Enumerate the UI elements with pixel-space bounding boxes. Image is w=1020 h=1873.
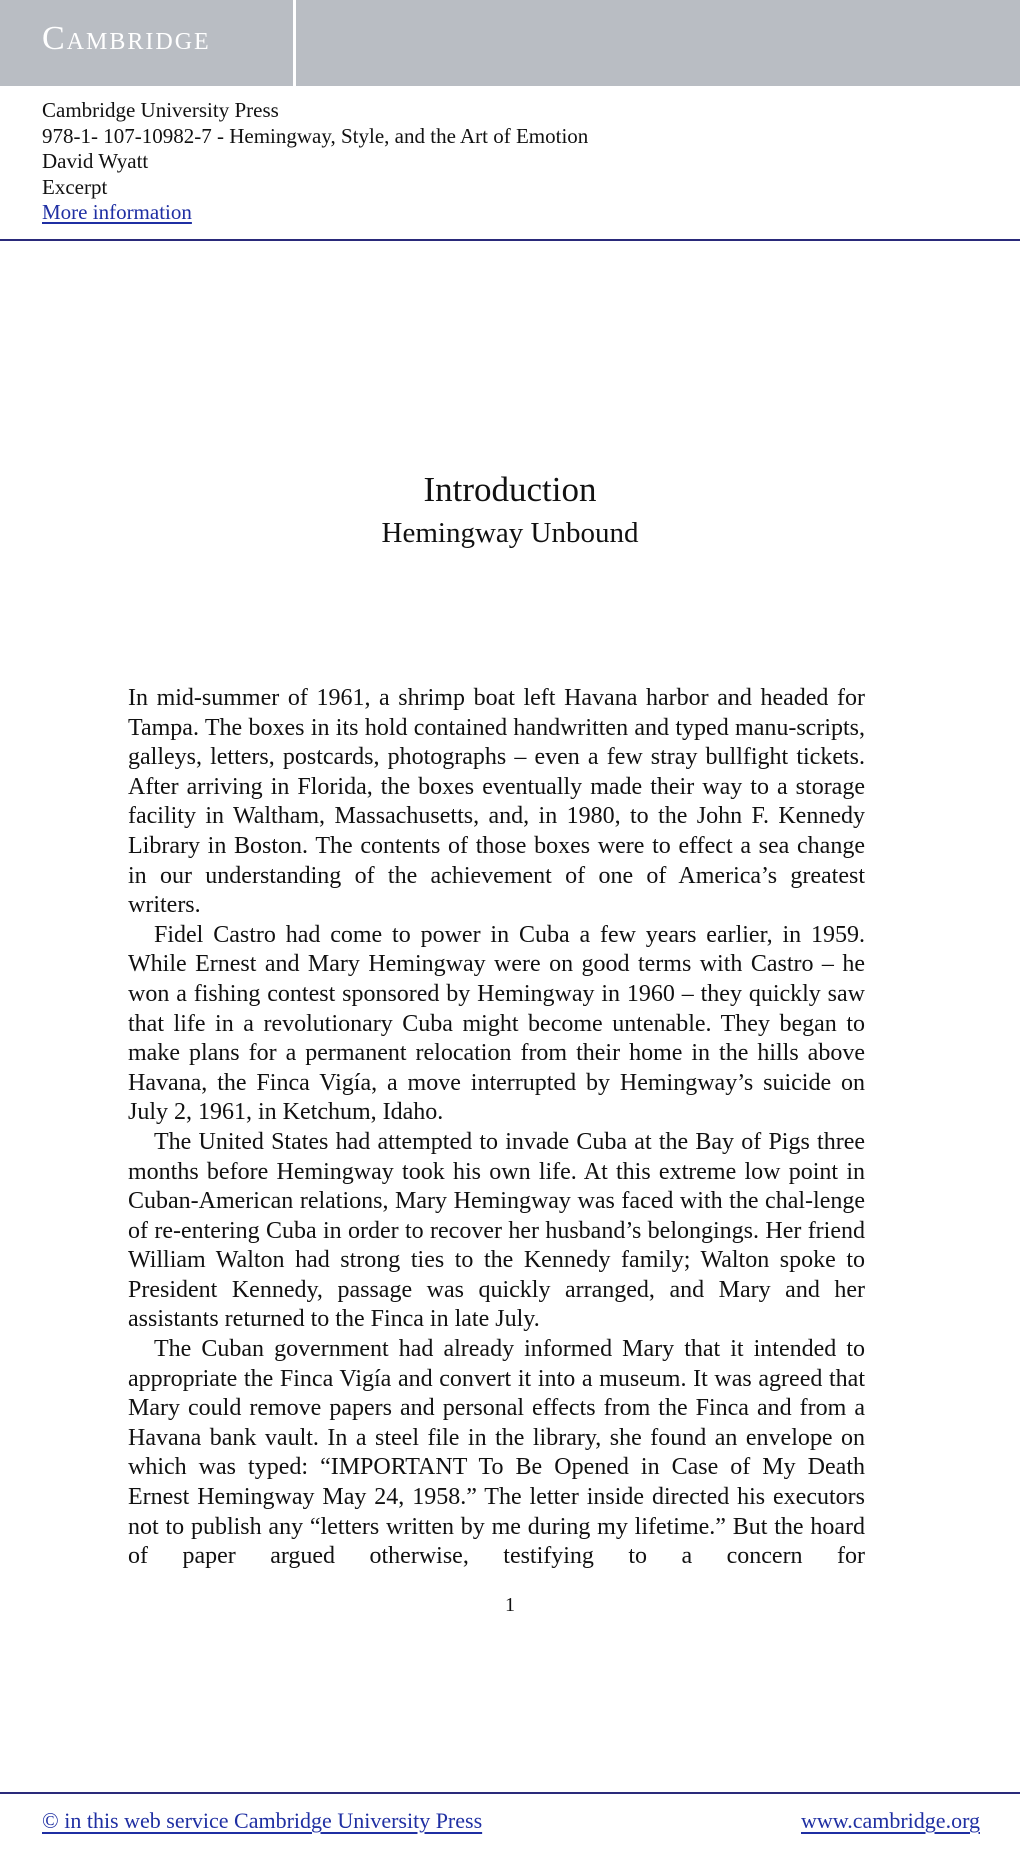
header-divider	[0, 239, 1020, 241]
cambridge-website-link[interactable]: www.cambridge.org	[800, 1808, 980, 1833]
paragraph-3: The United States had attempted to invade Cuba at the Bay of Pigs three months before Hemingway took his own life. At this extreme low point in Cuban-American relations, Mary Hemingway was faced with the chal-lenge of re-entering Cuba in order to recover her husband’s belongings. Her friend William Walton had strong ties to the Kennedy family; Walton spoke to President Kennedy, passage was quickly arranged, and Mary and her assistants returned to the Finca in late July.	[128, 1128, 865, 1333]
cambridge-logo-text: Cambridge	[42, 20, 211, 57]
paragraph-1: In mid-summer of 1961, a shrimp boat left Havana harbor and headed for Tampa. The boxes in its hold contained handwritten and typed manu-scripts, galleys, letters, postcards, photographs – even a few stray bullfight tickets. After arriving in Florida, the boxes eventually made their way to a storage facility in Waltham, Massachusetts, and, in 1980, to the John F. Kennedy Library in Boston. The contents of those boxes were to effect a sea change in our understanding of the achievement of one of America’s greatest writers.	[128, 685, 865, 919]
book-metadata	[42, 98, 588, 226]
publisher-name: Cambridge University Press	[42, 98, 279, 122]
chapter-subtitle: Hemingway Unbound	[381, 517, 639, 549]
footer-divider	[0, 1792, 1020, 1794]
chapter-title: Introduction	[423, 470, 597, 509]
header-banner	[0, 0, 1020, 86]
paragraph-2: Fidel Castro had come to power in Cuba a few years earlier, in 1959. While Ernest and Mary Hemingway were on good terms with Castro – he won a fishing contest sponsored by Hemingway in 1960 – they quickly saw that life in a revolutionary Cuba might become untenable. They began to make plans for a permanent relocation from their home in the hills above Havana, the Finca Vigía, a move interrupted by Hemingway’s suicide on July 2, 1961, in Ketchum, Idaho.	[128, 921, 865, 1126]
isbn-title: 978-1- 107-10982-7 - Hemingway, Style, and the Art of Emotion	[42, 123, 589, 148]
chapter-body	[128, 684, 865, 1572]
cambridge-logo[interactable]	[0, 0, 296, 86]
page-number: 1	[505, 1594, 515, 1616]
more-information-link[interactable]: More information	[42, 200, 192, 224]
paragraph-4: The Cuban government had already informed Mary that it intended to appropriate the Finca Vigía and convert it into a museum. It was agreed that Mary could remove papers and personal effects from the Finca and from a Havana bank vault. In a steel file in the library, she found an envelope on which was typed: “IMPORTANT To Be Opened in Case of My Death Ernest Hemingway May 24, 1958.” The letter inside directed his executors not to publish any “letters written by me during my lifetime.” But the hoard of paper argued otherwise, testifying to a concern for	[128, 1336, 865, 1570]
author-name: David Wyatt	[42, 149, 149, 173]
content-type: Excerpt	[42, 174, 108, 199]
copyright-link[interactable]: © in this web service Cambridge University Press	[42, 1808, 483, 1833]
